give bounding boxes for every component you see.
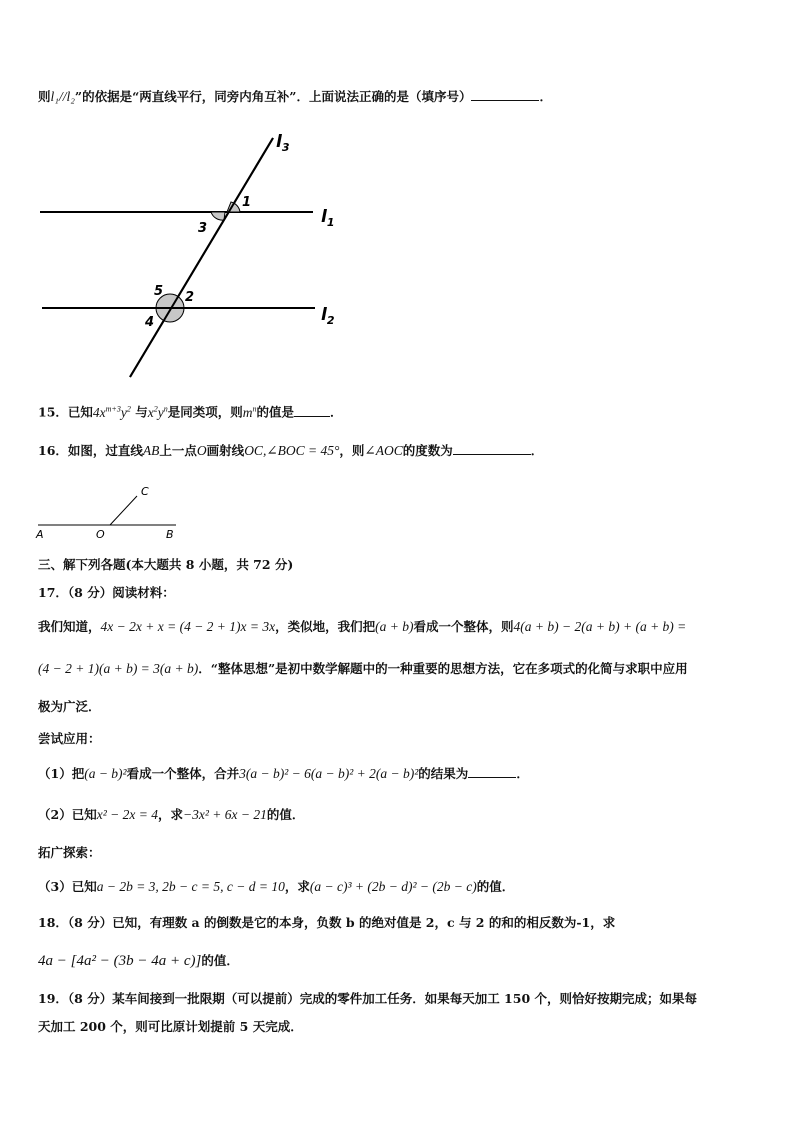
label-b: B [166, 528, 174, 541]
math-expr: a − 2b = 3, 2b − c = 5, c − d = 10 [96, 879, 285, 894]
label-angle-5: 5 [154, 284, 164, 299]
math-expr: x² − 2x = 4 [96, 807, 158, 822]
math-expr: 4x − 2x + x = (4 − 2 + 1)x = 3x [100, 619, 276, 634]
text: 看成一个整体，合并 [126, 766, 240, 781]
text: ． [530, 443, 544, 458]
text: 的值． [266, 807, 305, 822]
text: 则 [38, 89, 51, 104]
q17-line-3: 极为广泛． [38, 699, 101, 714]
math-expr: −3x² + 6x − 21 [182, 807, 267, 822]
text: 画射线 [206, 443, 245, 458]
text: ． [330, 404, 343, 420]
label-c: C [141, 485, 149, 498]
q17-line-2 [38, 660, 688, 678]
answer-blank[interactable] [294, 404, 330, 417]
text: 我们知道， [38, 619, 101, 634]
q17-part-1 [38, 765, 529, 783]
text: （2）已知 [38, 807, 97, 822]
math-ab: AB [142, 443, 160, 458]
text: （3）已知 [38, 879, 97, 894]
math-aoc: ∠AOC [364, 443, 403, 458]
label-l2: $l_2$ [321, 305, 335, 327]
label-o: O [96, 528, 105, 541]
text: 的值． [201, 953, 239, 968]
ray-figure [34, 484, 184, 542]
question-15 [38, 400, 343, 422]
answer-blank[interactable] [453, 442, 531, 455]
text: ”的依据是“两直线平行，同旁内角互补”．上面说法正确的是（填序号） [74, 89, 472, 104]
question-17-title: 17．（8 分）阅读材料： [38, 585, 175, 600]
text: ，类似地，我们把 [275, 619, 376, 634]
q17-part-3 [38, 878, 514, 896]
text: 上一点 [159, 443, 197, 458]
term-2: $x^2y^n$ [147, 404, 168, 420]
math-expr: 4a − [4a² − (3b − 4a + c)] [38, 953, 202, 969]
parallel-lines-figure [30, 125, 360, 385]
math-expr: (a − c)³ + (2b − d)² − (2b − c) [309, 879, 477, 894]
text: 15．已知 [38, 404, 93, 420]
answer-blank[interactable] [471, 88, 539, 101]
text: 是同类项，则 [167, 404, 243, 420]
math-expr: (a + b) [375, 619, 414, 634]
answer-blank[interactable] [468, 765, 516, 778]
text: 的度数为 [402, 443, 453, 458]
text: 看成一个整体，则 [413, 619, 514, 634]
label-l3: $l_3$ [276, 132, 290, 154]
label-angle-4: 4 [145, 315, 155, 330]
angle-arc-upper [211, 212, 225, 220]
ray-oc [110, 496, 137, 525]
text: ．“整体思想”是初中数学解题中的一种重要的思想方法，它在多项式的化简与求职中应用 [198, 661, 688, 676]
term-3: $m^n$ [242, 404, 257, 420]
question-16 [38, 442, 543, 460]
text: ． [516, 766, 529, 781]
line-l3-overlay [130, 138, 273, 377]
parallel-expr: l₁//l₂ [50, 89, 75, 104]
q17-line-1 [38, 618, 686, 636]
math-expr: (a − b)² [84, 766, 127, 781]
math-expr: 3(a − b)² − 6(a − b)² + 2(a − b)² [239, 766, 419, 781]
label-l1: $l_1$ [321, 207, 335, 229]
text: 的值． [476, 879, 515, 894]
label-angle-3: 3 [198, 221, 208, 236]
text: 的结果为 [418, 766, 469, 781]
question-18-expr [38, 952, 239, 970]
text: ，则 [339, 443, 365, 458]
section-3-heading: 三、解下列各题(本大题共 8 小题，共 72 分) [38, 557, 294, 572]
text: 与 [135, 404, 148, 420]
question-19-line-1: 19．（8 分）某车间接到一批限期（可以提前）完成的零件加工任务．如果每天加工 150 个，则恰好按期完成；如果每 [38, 991, 697, 1006]
q17-part-2 [38, 806, 304, 824]
math-expr: 4(a + b) − 2(a + b) + (a + b) = [513, 619, 687, 634]
try-heading: 尝试应用： [38, 731, 101, 746]
text: 的值是 [256, 404, 294, 420]
math-o: O [196, 443, 207, 458]
label-angle-2: 2 [185, 290, 195, 305]
text: ，求 [284, 879, 310, 894]
question-19-line-2: 天加工 200 个，则可比原计划提前 5 天完成． [38, 1019, 303, 1034]
text: （1）把 [38, 766, 85, 781]
term-1: $4x^{m+3}y^2$ [92, 404, 131, 420]
extend-heading: 拓广探索： [38, 845, 101, 860]
label-a: A [36, 528, 44, 541]
intro-line [38, 88, 552, 106]
text: 16．如图，过直线 [38, 443, 143, 458]
math-oc: OC,∠BOC = 45° [244, 443, 340, 458]
math-expr: (4 − 2 + 1)(a + b) = 3(a + b) [38, 661, 199, 676]
text: ． [539, 89, 552, 104]
question-18: 18．（8 分）已知，有理数 a 的倒数是它的本身，负数 b 的绝对值是 2，c 与 2 的和的相反数为-1，求 [38, 915, 616, 930]
label-angle-1: 1 [242, 195, 252, 210]
text: ，求 [157, 807, 183, 822]
